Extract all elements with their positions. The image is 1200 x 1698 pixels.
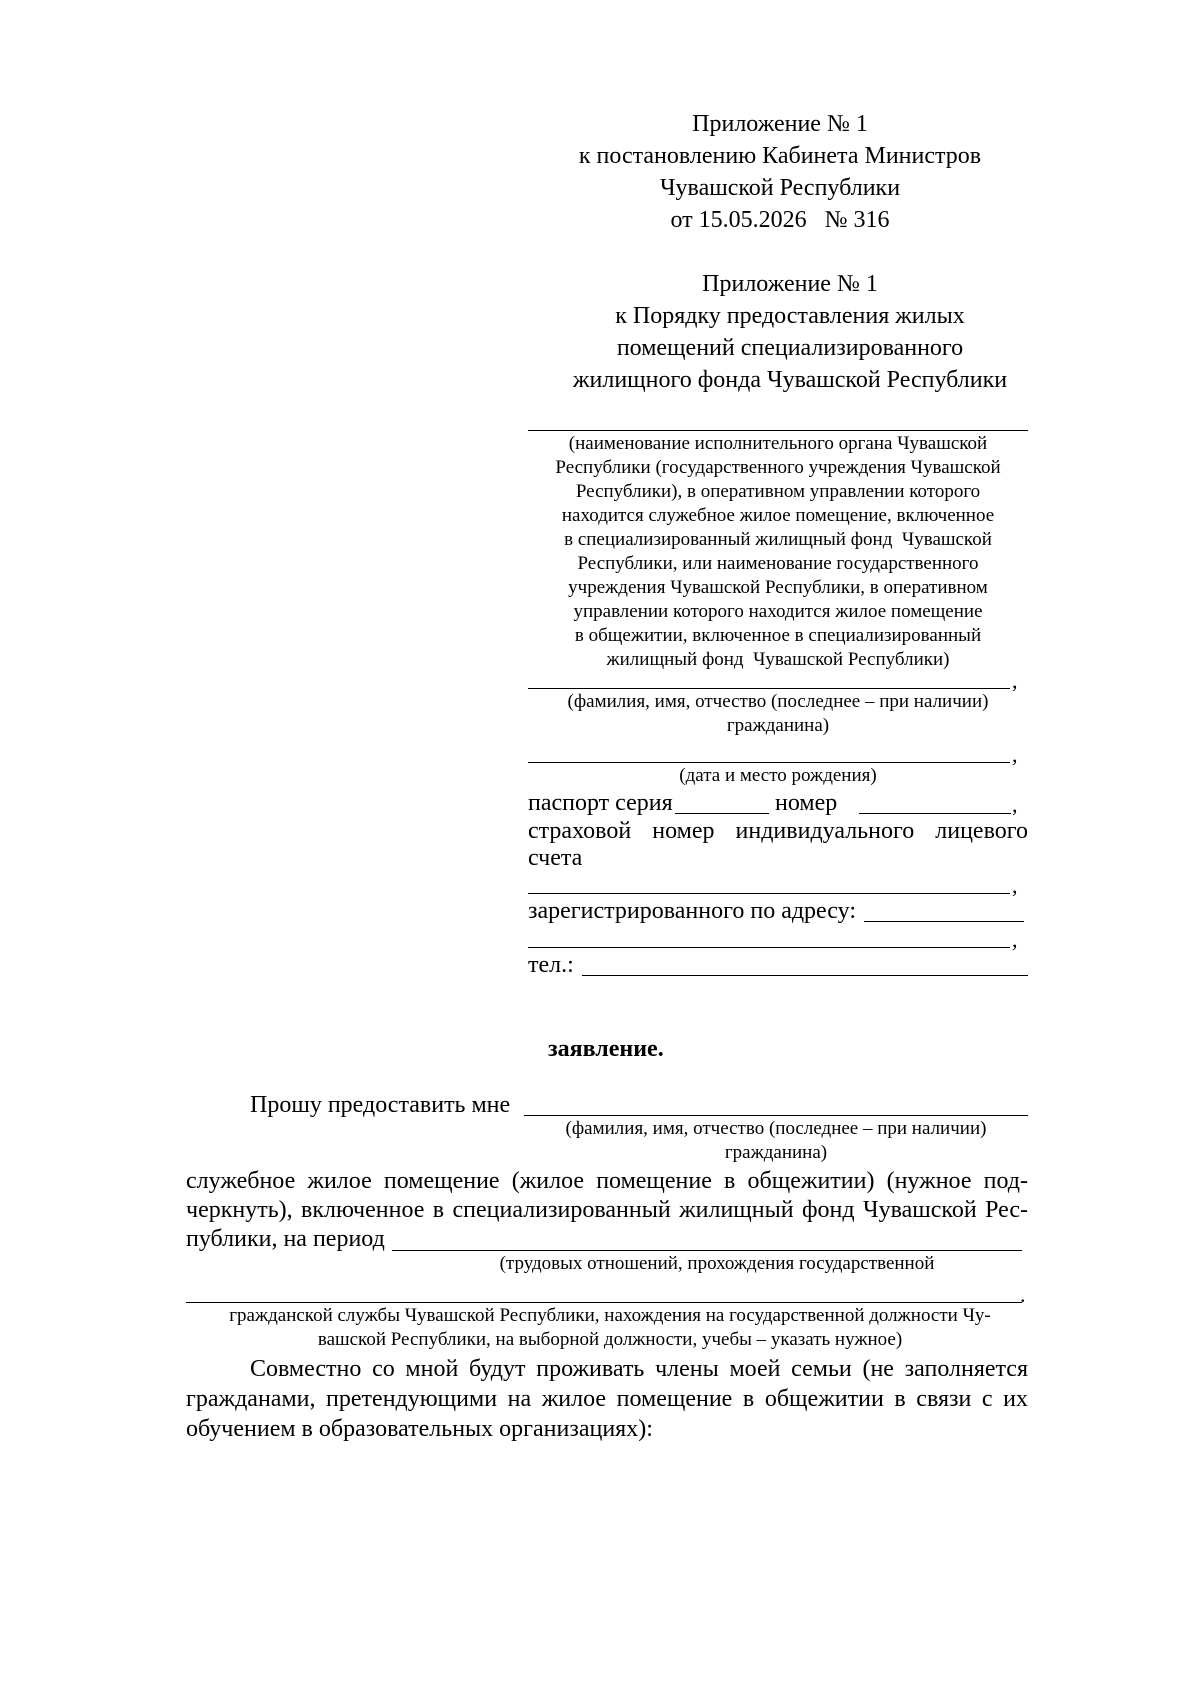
birth-caption: (дата и место рождения) — [679, 765, 877, 786]
request-body-line3: публики, на период — [186, 1226, 385, 1252]
citizen-fio-caption — [528, 690, 1028, 738]
caption-line: в общежитии, включенное в специализированный — [574, 625, 982, 646]
birth-comma: , — [1012, 742, 1018, 767]
caption-line: (фамилия, имя, отчество (последнее – при наличии) — [565, 1118, 987, 1139]
org-name-caption — [528, 432, 1028, 672]
appendix-procedure-line2: к Порядку предоставления жилых — [615, 303, 965, 329]
appendix-resolution-line4: от 15.05.2026 № 316 — [670, 207, 890, 233]
request-fio-field[interactable] — [524, 1115, 1028, 1116]
appendix-resolution-line3: Чувашской Республики — [659, 175, 901, 201]
request-fio-caption — [524, 1117, 1028, 1165]
family-line3: обучением в образовательных организациях): — [186, 1416, 653, 1442]
period-caption-line1: (трудовых отношений, прохождения государственной — [499, 1253, 935, 1274]
birth-line[interactable] — [528, 762, 1010, 763]
snils-label-line2: счета — [528, 845, 583, 871]
caption-line: гражданина) — [726, 715, 830, 736]
address-field-line2[interactable] — [528, 947, 1010, 948]
period-caption-line2: гражданской службы Чувашской Республики, нахождения на государственной должности Чу- — [229, 1305, 991, 1326]
statement-title: заявление. — [548, 1036, 664, 1062]
caption-line: учреждения Чувашской Республики, в оперативном — [568, 577, 988, 598]
period-caption-line3: вашской Республики, на выборной должности, учебы – указать нужное) — [317, 1329, 903, 1350]
passport-series-field[interactable] — [675, 813, 769, 814]
citizen-fio-line[interactable] — [528, 688, 1010, 689]
passport-number-field[interactable] — [859, 813, 1011, 814]
period-field-dot: . — [1020, 1282, 1026, 1307]
caption-line: (фамилия, имя, отчество (последнее – при наличии) — [567, 691, 989, 712]
address-comma: , — [1012, 927, 1018, 952]
caption-line: Республики, или наименование государственного — [577, 553, 979, 574]
phone-label: тел.: — [528, 952, 574, 978]
period-field-line2[interactable] — [186, 1302, 1022, 1303]
appendix-procedure-line3: помещений специализированного — [616, 335, 964, 361]
caption-line: находится служебное жилое помещение, включенное — [561, 505, 995, 526]
caption-line: жилищный фонд Чувашской Республики) — [606, 649, 950, 670]
snils-field[interactable] — [528, 893, 1010, 894]
appendix-resolution-header — [560, 108, 1000, 236]
caption-line: (наименование исполнительного органа Чувашской — [568, 433, 988, 454]
passport-number-label: номер — [775, 790, 838, 816]
snils-comma: , — [1012, 873, 1018, 898]
appendix-procedure-line1: Приложение № 1 — [702, 271, 878, 297]
request-body-line1: служебное жилое помещение (жилое помещение в общежитии) (нужное под- — [186, 1168, 1028, 1194]
caption-line: Республики), в оперативном управлении которого — [575, 481, 981, 502]
request-prefix: Прошу предоставить мне — [250, 1092, 511, 1118]
family-line2: гражданами, претендующими на жилое помещение в общежитии в связи с их — [186, 1386, 1028, 1412]
appendix-resolution-line2: к постановлению Кабинета Министров — [578, 143, 982, 169]
snils-label-line1: страховой номер индивидуального лицевого — [528, 818, 1028, 844]
caption-line: Республики (государственного учреждения Чувашской — [555, 457, 1001, 478]
family-line1: Совместно со мной будут проживать члены моей семьи (не заполняется — [250, 1356, 1028, 1382]
phone-field[interactable] — [582, 975, 1028, 976]
address-field-line1[interactable] — [864, 921, 1024, 922]
caption-line: гражданина) — [724, 1142, 828, 1163]
appendix-resolution-line1: Приложение № 1 — [692, 111, 868, 137]
citizen-fio-comma: , — [1012, 668, 1018, 693]
org-name-line[interactable] — [528, 430, 1028, 431]
period-field-line1[interactable] — [392, 1250, 1022, 1251]
request-body-line2: черкнуть), включенное в специализированный жилищный фонд Чувашской Рес- — [186, 1197, 1028, 1223]
caption-line: управлении которого находится жилое помещение — [573, 601, 983, 622]
caption-line: в специализированный жилищный фонд Чувашской — [564, 529, 992, 550]
appendix-procedure-header — [540, 268, 1040, 396]
passport-series-label: паспорт серия — [528, 790, 673, 816]
address-label: зарегистрированного по адресу: — [528, 898, 856, 924]
passport-comma: , — [1012, 792, 1018, 817]
appendix-procedure-line4: жилищного фонда Чувашской Республики — [572, 367, 1008, 393]
